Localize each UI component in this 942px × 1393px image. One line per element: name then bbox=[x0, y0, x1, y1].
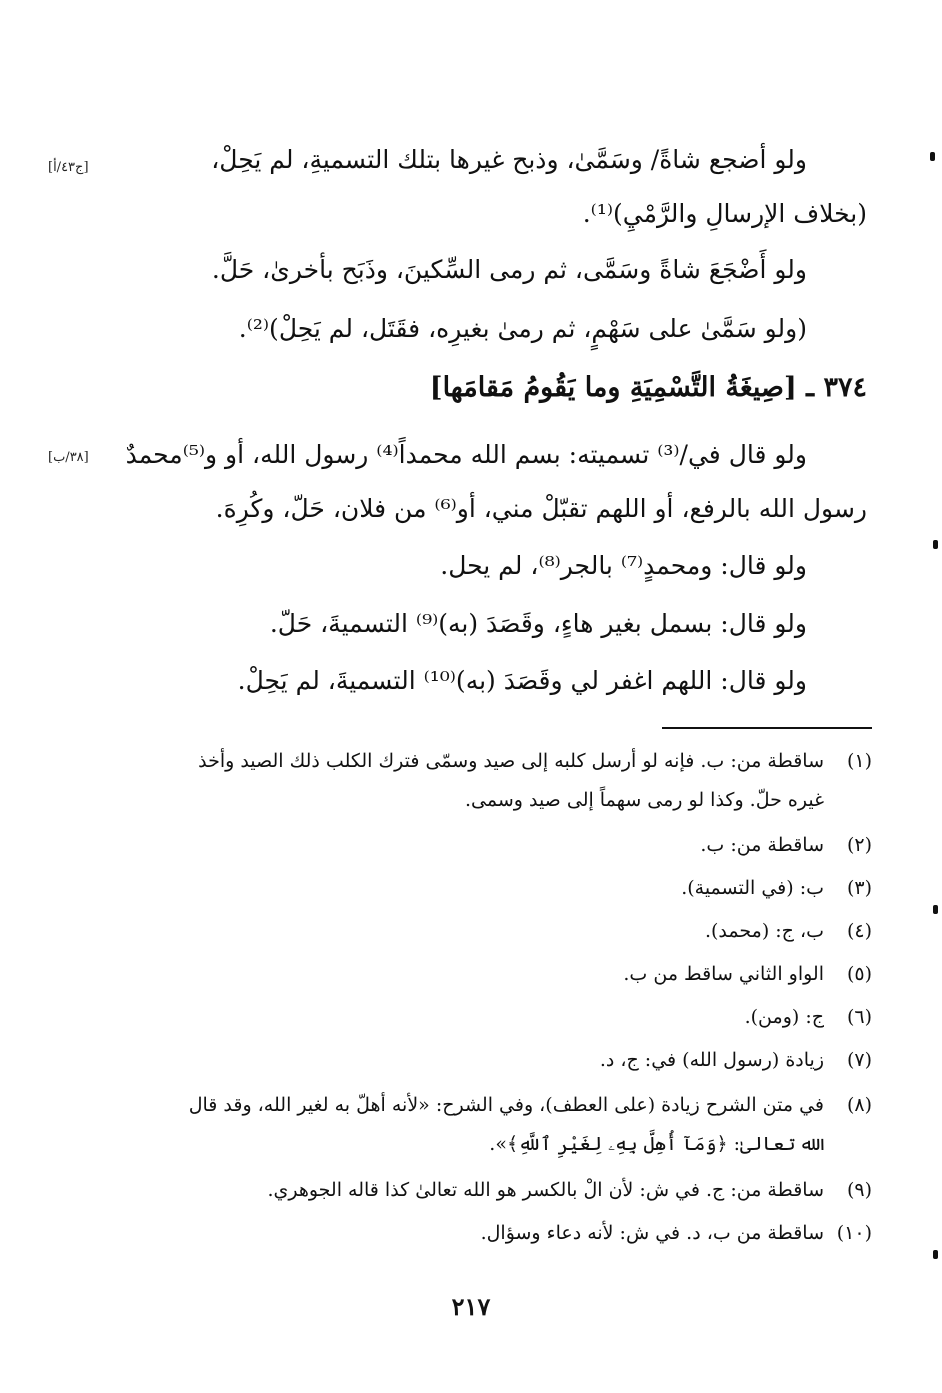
edge-mark bbox=[933, 905, 938, 914]
edge-mark bbox=[930, 152, 935, 161]
edge-mark bbox=[933, 1250, 938, 1259]
margin-reference: [ج٤٣/أ] bbox=[48, 160, 89, 175]
body-line: ولو قال: بسمل بغير هاءٍ، وقَصَدَ (به)⁽⁹⁾ التسميةَ، حَلّ. bbox=[269, 609, 807, 638]
footnote-text: ساقطة من ب، د. في ش: لأنه دعاء وسؤال. bbox=[480, 1222, 824, 1244]
footnote-text: ساقطة من: ب. bbox=[700, 834, 824, 856]
footnote-number: (٩) bbox=[846, 1179, 872, 1201]
footnote bbox=[0, 871, 942, 905]
footnote bbox=[0, 1173, 942, 1207]
footnote-text: الواو الثاني ساقط من ب. bbox=[623, 963, 824, 985]
margin-reference: [٣٨/ب] bbox=[48, 450, 89, 465]
footnote-number: (٢) bbox=[846, 834, 872, 856]
footnote-text: ب: (في التسمية). bbox=[681, 877, 824, 899]
footnote-number: (٤) bbox=[846, 920, 872, 942]
footnote-text: ج: (ومن). bbox=[744, 1006, 824, 1028]
body-line: ولو أضجع شاةً/ وسَمَّىٰ، وذبح غيرها بتلك التسميةِ، لم يَحِلْ، bbox=[211, 145, 807, 174]
edge-mark bbox=[933, 540, 938, 549]
footnote-number: (٧) bbox=[846, 1049, 872, 1071]
footnote-text: ساقطة من: ب. فإنه لو أرسل كلبه إلى صيد وسمّى فترك الكلب ذلك الصيد وأخذ bbox=[198, 750, 824, 772]
body-line: (بخلاف الإرسالِ والرَّمْيِ)⁽¹⁾. bbox=[582, 199, 867, 228]
footnote bbox=[0, 957, 942, 991]
footnote-number: (١٠) bbox=[836, 1222, 872, 1244]
body-line: ولو قال: اللهم اغفر لي وقَصَدَ (به)⁽¹⁰⁾ التسميةَ، لم يَحِلْ. bbox=[237, 666, 807, 695]
body-line: ولو أَضْجَعَ شاةً وسَمَّى، ثم رمى السِّكينَ، وذَبَح بأخرىٰ، حَلَّ. bbox=[211, 255, 807, 284]
footnote-continuation bbox=[0, 783, 942, 817]
footnote-number: (٥) bbox=[846, 963, 872, 985]
footnote-number: (٣) bbox=[846, 877, 872, 899]
footnote-text: في متن الشرح زيادة (على العطف)، وفي الشرح: «لأنه أهلّ به لغير الله، وقد قال bbox=[188, 1094, 824, 1116]
body-line: (ولو سَمَّىٰ على سَهْمٍ، ثم رمىٰ بغيرِه، فقَتَل، لم يَحِلْ)⁽²⁾. bbox=[238, 314, 807, 343]
body-line: ولو قال في/⁽³⁾ تسميته: بسم الله محمداً⁽⁴⁾ رسول الله، أو و⁽⁵⁾محمدٌ bbox=[125, 440, 807, 469]
footnote-number: (٦) bbox=[846, 1006, 872, 1028]
footnote bbox=[0, 828, 942, 862]
section-heading: ٣٧٤ ـ [صِيغَةُ التَّسْمِيَةِ وما يَقُومُ مَقامَها] bbox=[429, 372, 867, 403]
body-line: رسول الله بالرفع، أو اللهم تقبّلْ مني، أو⁽⁶⁾ من فلان، حَلّ، وكُرِهَ. bbox=[215, 494, 867, 523]
footnote-text: ساقطة من: ج. في ش: لأن الْ بالكسر هو الله تعالىٰ كذا قاله الجوهري. bbox=[267, 1179, 824, 1201]
footnote-text: ب، ج: (محمد). bbox=[704, 920, 824, 942]
footnote bbox=[0, 744, 942, 778]
body-line: ولو قال: ومحمدٍ⁽⁷⁾ بالجر⁽⁸⁾، لم يحل. bbox=[440, 551, 807, 580]
footnote-text: غيره حلّ. وكذا لو رمى سهماً إلى صيد وسمى. bbox=[464, 789, 824, 811]
footnote bbox=[0, 1000, 942, 1034]
footnote bbox=[0, 1088, 942, 1122]
footnote-number: (٨) bbox=[846, 1094, 872, 1116]
page-number: ٢١٧ bbox=[451, 1292, 491, 1321]
footnote bbox=[0, 1043, 942, 1077]
footnote-text: الله تعالىٰ: ﴿وَمَآ أُهِلَّ بِهِۦ لِغَيْرِ ٱللَّهِ﴾». bbox=[489, 1133, 824, 1155]
footnote-continuation bbox=[0, 1127, 942, 1161]
footnote-text: زيادة (رسول الله) في: ج، د. bbox=[599, 1049, 824, 1071]
footnote bbox=[0, 1216, 942, 1250]
footnote-number: (١) bbox=[846, 750, 872, 772]
footnote bbox=[0, 914, 942, 948]
footnote-separator bbox=[662, 727, 872, 729]
